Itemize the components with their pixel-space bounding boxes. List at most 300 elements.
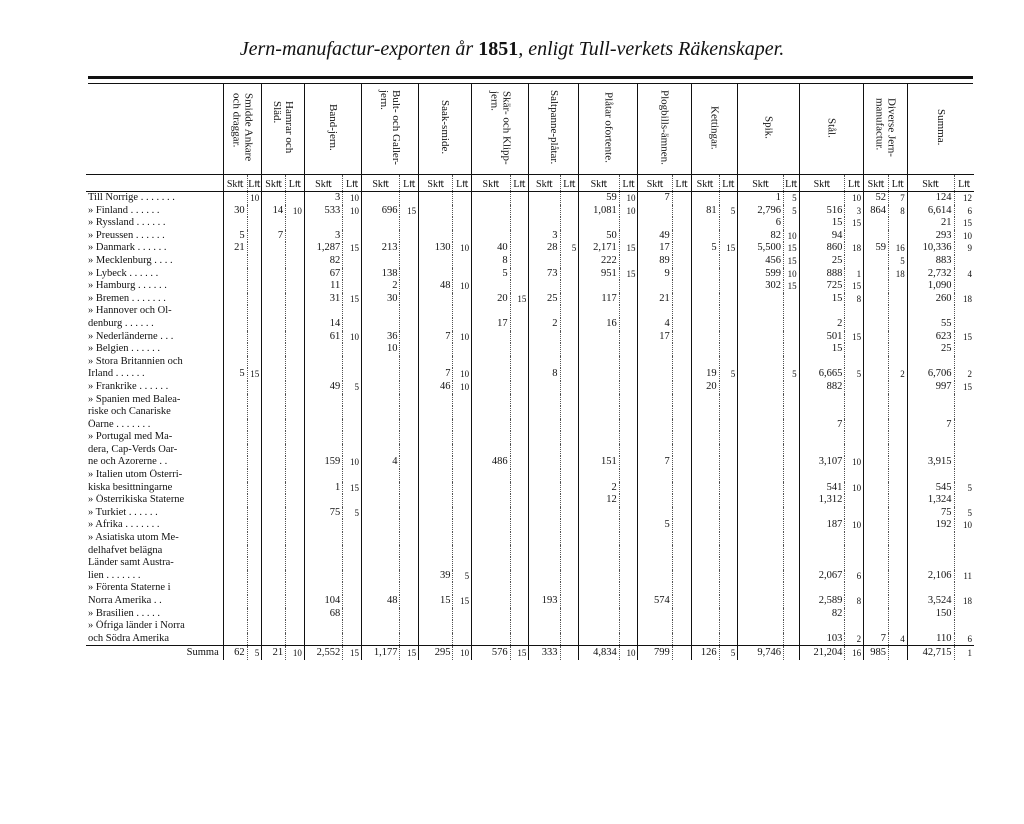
cell-lispund bbox=[560, 280, 579, 293]
cell-lispund bbox=[619, 331, 638, 344]
cell-lispund bbox=[560, 519, 579, 532]
cell-skeppund bbox=[262, 318, 286, 331]
cell-lispund bbox=[954, 431, 974, 444]
unit-lispund: L₶ bbox=[784, 175, 800, 192]
cell-skeppund bbox=[472, 280, 510, 293]
cell-skeppund: 117 bbox=[579, 293, 620, 306]
cell-lispund bbox=[510, 368, 529, 381]
cell-skeppund bbox=[472, 381, 510, 394]
cell-lispund: 4 bbox=[954, 268, 974, 281]
cell-lispund bbox=[845, 444, 864, 457]
cell-skeppund bbox=[638, 545, 672, 558]
cell-skeppund bbox=[738, 545, 784, 558]
cell-skeppund: 103 bbox=[799, 633, 845, 646]
cell-skeppund: 15 bbox=[799, 343, 845, 356]
cell-skeppund bbox=[472, 532, 510, 545]
cell-lispund bbox=[510, 582, 529, 595]
table-row bbox=[86, 280, 974, 293]
cell-skeppund: 2,796 bbox=[738, 205, 784, 218]
cell-skeppund: 4,834 bbox=[579, 646, 620, 661]
cell-lispund bbox=[510, 545, 529, 558]
cell-skeppund bbox=[638, 280, 672, 293]
cell-skeppund bbox=[361, 557, 399, 570]
row-label: » Hannover och Ol- bbox=[88, 305, 172, 317]
cell-lispund: 1 bbox=[954, 646, 974, 661]
cell-skeppund bbox=[638, 482, 672, 495]
cell-skeppund bbox=[361, 406, 399, 419]
cell-skeppund: 533 bbox=[304, 205, 342, 218]
cell-lispund bbox=[719, 482, 738, 495]
cell-lispund bbox=[719, 356, 738, 369]
cell-skeppund bbox=[361, 570, 399, 583]
cell-lispund bbox=[672, 280, 691, 293]
cell-lispund bbox=[343, 217, 362, 230]
cell-lispund bbox=[672, 343, 691, 356]
cell-skeppund bbox=[361, 608, 399, 621]
col-header-hamrar: Hamrar och Släd. bbox=[262, 84, 305, 175]
cell-skeppund bbox=[472, 482, 510, 495]
unit-lispund: L₶ bbox=[954, 175, 974, 192]
cell-skeppund: 17 bbox=[638, 242, 672, 255]
cell-skeppund: 25 bbox=[799, 255, 845, 268]
cell-lispund bbox=[889, 230, 908, 243]
cell-skeppund: 213 bbox=[361, 242, 399, 255]
cell-skeppund bbox=[419, 431, 453, 444]
cell-skeppund bbox=[799, 431, 845, 444]
cell-lispund bbox=[889, 217, 908, 230]
cell-skeppund bbox=[262, 570, 286, 583]
cell-skeppund: 2,589 bbox=[799, 595, 845, 608]
cell-skeppund: 4 bbox=[361, 456, 399, 469]
cell-lispund bbox=[560, 318, 579, 331]
stub-header bbox=[86, 84, 223, 175]
cell-lispund: 10 bbox=[619, 192, 638, 205]
cell-lispund bbox=[560, 633, 579, 646]
cell-skeppund bbox=[691, 343, 719, 356]
cell-skeppund bbox=[738, 394, 784, 407]
cell-skeppund bbox=[691, 331, 719, 344]
cell-skeppund bbox=[691, 582, 719, 595]
cell-skeppund bbox=[691, 469, 719, 482]
cell-lispund bbox=[672, 394, 691, 407]
cell-lispund: 16 bbox=[889, 242, 908, 255]
cell-lispund bbox=[954, 557, 974, 570]
cell-skeppund bbox=[907, 532, 954, 545]
cell-lispund bbox=[510, 482, 529, 495]
table-row bbox=[86, 419, 974, 432]
cell-lispund bbox=[343, 545, 362, 558]
cell-lispund bbox=[719, 406, 738, 419]
cell-lispund bbox=[400, 268, 419, 281]
row-label: lien . . . . . . . bbox=[88, 569, 141, 581]
cell-lispund bbox=[560, 406, 579, 419]
cell-skeppund bbox=[864, 230, 889, 243]
cell-skeppund: 159 bbox=[304, 456, 342, 469]
cell-lispund bbox=[672, 419, 691, 432]
cell-skeppund: 1 bbox=[304, 482, 342, 495]
row-label: Summa bbox=[86, 646, 223, 661]
cell-skeppund bbox=[472, 444, 510, 457]
cell-skeppund bbox=[361, 356, 399, 369]
cell-lispund bbox=[560, 620, 579, 633]
cell-skeppund: 2,171 bbox=[579, 242, 620, 255]
cell-lispund bbox=[400, 507, 419, 520]
cell-lispund bbox=[784, 343, 800, 356]
cell-lispund bbox=[400, 305, 419, 318]
cell-skeppund bbox=[864, 356, 889, 369]
cell-lispund bbox=[560, 469, 579, 482]
unit-skeppund: Sk₶ bbox=[223, 175, 247, 192]
unit-skeppund: Sk₶ bbox=[472, 175, 510, 192]
cell-skeppund bbox=[361, 381, 399, 394]
cell-lispund: 10 bbox=[453, 280, 472, 293]
column-header-row bbox=[86, 84, 974, 175]
cell-lispund bbox=[247, 519, 262, 532]
cell-skeppund bbox=[738, 532, 784, 545]
cell-lispund: 10 bbox=[954, 230, 974, 243]
cell-skeppund bbox=[738, 507, 784, 520]
cell-skeppund: 59 bbox=[579, 192, 620, 205]
row-label: » Frankrike . . . . . . bbox=[88, 380, 169, 392]
cell-lispund bbox=[400, 519, 419, 532]
cell-lispund bbox=[510, 230, 529, 243]
cell-skeppund bbox=[799, 406, 845, 419]
cell-lispund bbox=[510, 217, 529, 230]
cell-lispund bbox=[672, 469, 691, 482]
cell-lispund bbox=[889, 305, 908, 318]
col-header-kettingar: Kettingar. bbox=[691, 84, 738, 175]
cell-lispund bbox=[286, 293, 305, 306]
cell-lispund bbox=[400, 444, 419, 457]
cell-lispund bbox=[954, 419, 974, 432]
cell-skeppund bbox=[529, 608, 560, 621]
cell-skeppund: 15 bbox=[799, 293, 845, 306]
cell-lispund: 10 bbox=[784, 230, 800, 243]
cell-skeppund bbox=[738, 608, 784, 621]
cell-skeppund: 7 bbox=[638, 192, 672, 205]
cell-lispund bbox=[286, 469, 305, 482]
cell-lispund bbox=[453, 633, 472, 646]
cell-lispund bbox=[560, 343, 579, 356]
cell-skeppund bbox=[472, 557, 510, 570]
cell-lispund: 10 bbox=[453, 242, 472, 255]
cell-skeppund: 48 bbox=[419, 280, 453, 293]
cell-lispund: 5 bbox=[784, 368, 800, 381]
table-row bbox=[86, 205, 974, 218]
cell-skeppund: 89 bbox=[638, 255, 672, 268]
cell-lispund bbox=[510, 557, 529, 570]
cell-skeppund bbox=[691, 444, 719, 457]
cell-lispund bbox=[889, 608, 908, 621]
cell-lispund bbox=[453, 469, 472, 482]
cell-skeppund bbox=[419, 255, 453, 268]
cell-skeppund bbox=[304, 494, 342, 507]
cell-skeppund: 3,915 bbox=[907, 456, 954, 469]
cell-skeppund bbox=[223, 633, 247, 646]
unit-skeppund: Sk₶ bbox=[738, 175, 784, 192]
unit-skeppund: Sk₶ bbox=[864, 175, 889, 192]
cell-lispund bbox=[560, 217, 579, 230]
table-row bbox=[86, 305, 974, 318]
cell-lispund bbox=[954, 255, 974, 268]
cell-skeppund: 864 bbox=[864, 205, 889, 218]
cell-lispund bbox=[672, 620, 691, 633]
cell-skeppund bbox=[738, 570, 784, 583]
cell-skeppund bbox=[361, 230, 399, 243]
cell-lispund bbox=[510, 419, 529, 432]
cell-lispund bbox=[619, 633, 638, 646]
cell-skeppund bbox=[419, 469, 453, 482]
cell-lispund bbox=[247, 406, 262, 419]
cell-skeppund bbox=[472, 205, 510, 218]
cell-skeppund bbox=[864, 545, 889, 558]
cell-skeppund bbox=[472, 217, 510, 230]
cell-skeppund bbox=[529, 444, 560, 457]
cell-skeppund bbox=[907, 406, 954, 419]
cell-skeppund bbox=[907, 444, 954, 457]
cell-lispund bbox=[453, 431, 472, 444]
cell-lispund bbox=[719, 532, 738, 545]
cell-skeppund bbox=[223, 469, 247, 482]
cell-lispund bbox=[619, 456, 638, 469]
row-label: » Förenta Staterne i bbox=[88, 582, 171, 594]
cell-lispund bbox=[954, 620, 974, 633]
cell-skeppund bbox=[579, 419, 620, 432]
table-row bbox=[86, 519, 974, 532]
cell-lispund bbox=[286, 217, 305, 230]
cell-skeppund bbox=[419, 293, 453, 306]
cell-skeppund bbox=[472, 620, 510, 633]
cell-skeppund bbox=[419, 318, 453, 331]
cell-lispund bbox=[247, 343, 262, 356]
cell-lispund: 15 bbox=[784, 280, 800, 293]
cell-lispund bbox=[510, 507, 529, 520]
cell-lispund bbox=[672, 192, 691, 205]
cell-skeppund: 883 bbox=[907, 255, 954, 268]
cell-lispund: 15 bbox=[954, 217, 974, 230]
cell-skeppund: 81 bbox=[691, 205, 719, 218]
cell-skeppund bbox=[579, 620, 620, 633]
cell-lispund bbox=[400, 255, 419, 268]
cell-lispund bbox=[672, 532, 691, 545]
cell-skeppund bbox=[738, 431, 784, 444]
cell-skeppund bbox=[419, 419, 453, 432]
cell-lispund bbox=[453, 456, 472, 469]
cell-lispund bbox=[672, 557, 691, 570]
unit-lispund: L₶ bbox=[719, 175, 738, 192]
table-row bbox=[86, 368, 974, 381]
table-row bbox=[86, 444, 974, 457]
cell-skeppund bbox=[864, 305, 889, 318]
cell-lispund bbox=[889, 444, 908, 457]
cell-skeppund bbox=[638, 356, 672, 369]
cell-skeppund bbox=[262, 582, 286, 595]
cell-lispund bbox=[510, 280, 529, 293]
cell-lispund bbox=[954, 444, 974, 457]
cell-skeppund: 295 bbox=[419, 646, 453, 661]
cell-skeppund bbox=[864, 532, 889, 545]
cell-skeppund: 501 bbox=[799, 331, 845, 344]
cell-skeppund bbox=[529, 280, 560, 293]
cell-lispund bbox=[453, 305, 472, 318]
cell-lispund: 10 bbox=[845, 519, 864, 532]
cell-skeppund: 5 bbox=[223, 368, 247, 381]
cell-skeppund bbox=[691, 608, 719, 621]
cell-skeppund bbox=[361, 532, 399, 545]
cell-lispund: 18 bbox=[954, 595, 974, 608]
cell-lispund bbox=[247, 255, 262, 268]
cell-skeppund bbox=[579, 356, 620, 369]
cell-skeppund bbox=[799, 356, 845, 369]
cell-skeppund bbox=[262, 444, 286, 457]
cell-lispund bbox=[286, 444, 305, 457]
cell-lispund bbox=[286, 633, 305, 646]
cell-skeppund bbox=[579, 381, 620, 394]
cell-lispund bbox=[400, 419, 419, 432]
cell-skeppund bbox=[864, 456, 889, 469]
cell-skeppund bbox=[529, 431, 560, 444]
cell-skeppund bbox=[223, 255, 247, 268]
cell-lispund bbox=[400, 545, 419, 558]
cell-skeppund bbox=[864, 255, 889, 268]
cell-skeppund bbox=[907, 557, 954, 570]
cell-skeppund: 8 bbox=[529, 368, 560, 381]
cell-lispund bbox=[247, 582, 262, 595]
cell-lispund bbox=[453, 343, 472, 356]
cell-lispund bbox=[286, 368, 305, 381]
cell-skeppund: 31 bbox=[304, 293, 342, 306]
cell-lispund bbox=[286, 381, 305, 394]
cell-skeppund bbox=[799, 620, 845, 633]
cell-lispund bbox=[247, 318, 262, 331]
cell-lispund: 5 bbox=[719, 205, 738, 218]
cell-skeppund: 104 bbox=[304, 595, 342, 608]
cell-lispund bbox=[889, 582, 908, 595]
cell-skeppund bbox=[361, 318, 399, 331]
cell-skeppund bbox=[419, 343, 453, 356]
cell-lispund bbox=[453, 406, 472, 419]
row-label: » Afrika . . . . . . . bbox=[88, 519, 160, 531]
cell-lispund bbox=[286, 545, 305, 558]
cell-skeppund bbox=[638, 469, 672, 482]
cell-lispund bbox=[784, 444, 800, 457]
cell-lispund bbox=[247, 570, 262, 583]
cell-skeppund bbox=[361, 507, 399, 520]
cell-lispund: 15 bbox=[845, 280, 864, 293]
cell-skeppund bbox=[262, 608, 286, 621]
cell-skeppund bbox=[472, 570, 510, 583]
cell-skeppund bbox=[361, 582, 399, 595]
cell-lispund bbox=[510, 570, 529, 583]
cell-skeppund: 138 bbox=[361, 268, 399, 281]
cell-lispund bbox=[560, 482, 579, 495]
cell-lispund bbox=[400, 620, 419, 633]
cell-lispund bbox=[560, 545, 579, 558]
cell-lispund bbox=[400, 595, 419, 608]
cell-skeppund: 599 bbox=[738, 268, 784, 281]
cell-skeppund bbox=[361, 620, 399, 633]
cell-skeppund bbox=[579, 519, 620, 532]
cell-skeppund bbox=[223, 482, 247, 495]
cell-skeppund bbox=[419, 582, 453, 595]
cell-lispund bbox=[560, 293, 579, 306]
cell-lispund bbox=[286, 192, 305, 205]
cell-skeppund bbox=[361, 368, 399, 381]
cell-lispund: 10 bbox=[453, 368, 472, 381]
cell-lispund bbox=[719, 431, 738, 444]
cell-lispund: 6 bbox=[954, 633, 974, 646]
cell-lispund bbox=[845, 406, 864, 419]
cell-skeppund bbox=[223, 570, 247, 583]
cell-skeppund: 2 bbox=[799, 318, 845, 331]
cell-lispund bbox=[719, 570, 738, 583]
cell-skeppund bbox=[691, 456, 719, 469]
cell-skeppund bbox=[638, 582, 672, 595]
cell-lispund bbox=[784, 431, 800, 444]
cell-lispund bbox=[619, 507, 638, 520]
cell-skeppund bbox=[472, 230, 510, 243]
cell-lispund bbox=[619, 280, 638, 293]
cell-lispund bbox=[889, 381, 908, 394]
cell-skeppund bbox=[529, 255, 560, 268]
unit-lispund: L₶ bbox=[510, 175, 529, 192]
cell-lispund bbox=[343, 557, 362, 570]
cell-lispund bbox=[453, 268, 472, 281]
cell-skeppund: 4 bbox=[638, 318, 672, 331]
cell-lispund bbox=[619, 608, 638, 621]
cell-lispund bbox=[845, 507, 864, 520]
cell-lispund bbox=[247, 280, 262, 293]
cell-skeppund bbox=[361, 255, 399, 268]
cell-lispund bbox=[453, 620, 472, 633]
cell-lispund bbox=[672, 431, 691, 444]
cell-skeppund bbox=[262, 431, 286, 444]
cell-skeppund bbox=[638, 557, 672, 570]
cell-skeppund bbox=[262, 255, 286, 268]
cell-skeppund bbox=[223, 318, 247, 331]
cell-lispund bbox=[784, 305, 800, 318]
cell-lispund bbox=[510, 255, 529, 268]
cell-lispund bbox=[510, 494, 529, 507]
cell-skeppund bbox=[864, 419, 889, 432]
cell-skeppund bbox=[223, 494, 247, 507]
cell-skeppund bbox=[864, 469, 889, 482]
cell-skeppund bbox=[799, 192, 845, 205]
unit-lispund: L₶ bbox=[619, 175, 638, 192]
cell-skeppund: 985 bbox=[864, 646, 889, 661]
cell-skeppund bbox=[472, 469, 510, 482]
cell-lispund bbox=[343, 280, 362, 293]
row-label: » Danmark . . . . . . bbox=[88, 242, 167, 254]
cell-lispund bbox=[889, 570, 908, 583]
cell-skeppund bbox=[799, 557, 845, 570]
cell-lispund bbox=[784, 519, 800, 532]
cell-skeppund bbox=[799, 394, 845, 407]
cell-skeppund bbox=[262, 482, 286, 495]
cell-lispund bbox=[510, 620, 529, 633]
cell-skeppund bbox=[738, 633, 784, 646]
cell-lispund bbox=[286, 494, 305, 507]
cell-skeppund: 73 bbox=[529, 268, 560, 281]
cell-lispund bbox=[954, 456, 974, 469]
cell-skeppund bbox=[262, 192, 286, 205]
cell-skeppund bbox=[579, 444, 620, 457]
cell-skeppund bbox=[529, 620, 560, 633]
page-title bbox=[0, 38, 1024, 61]
cell-skeppund: 193 bbox=[529, 595, 560, 608]
table-row bbox=[86, 406, 974, 419]
cell-skeppund bbox=[907, 582, 954, 595]
